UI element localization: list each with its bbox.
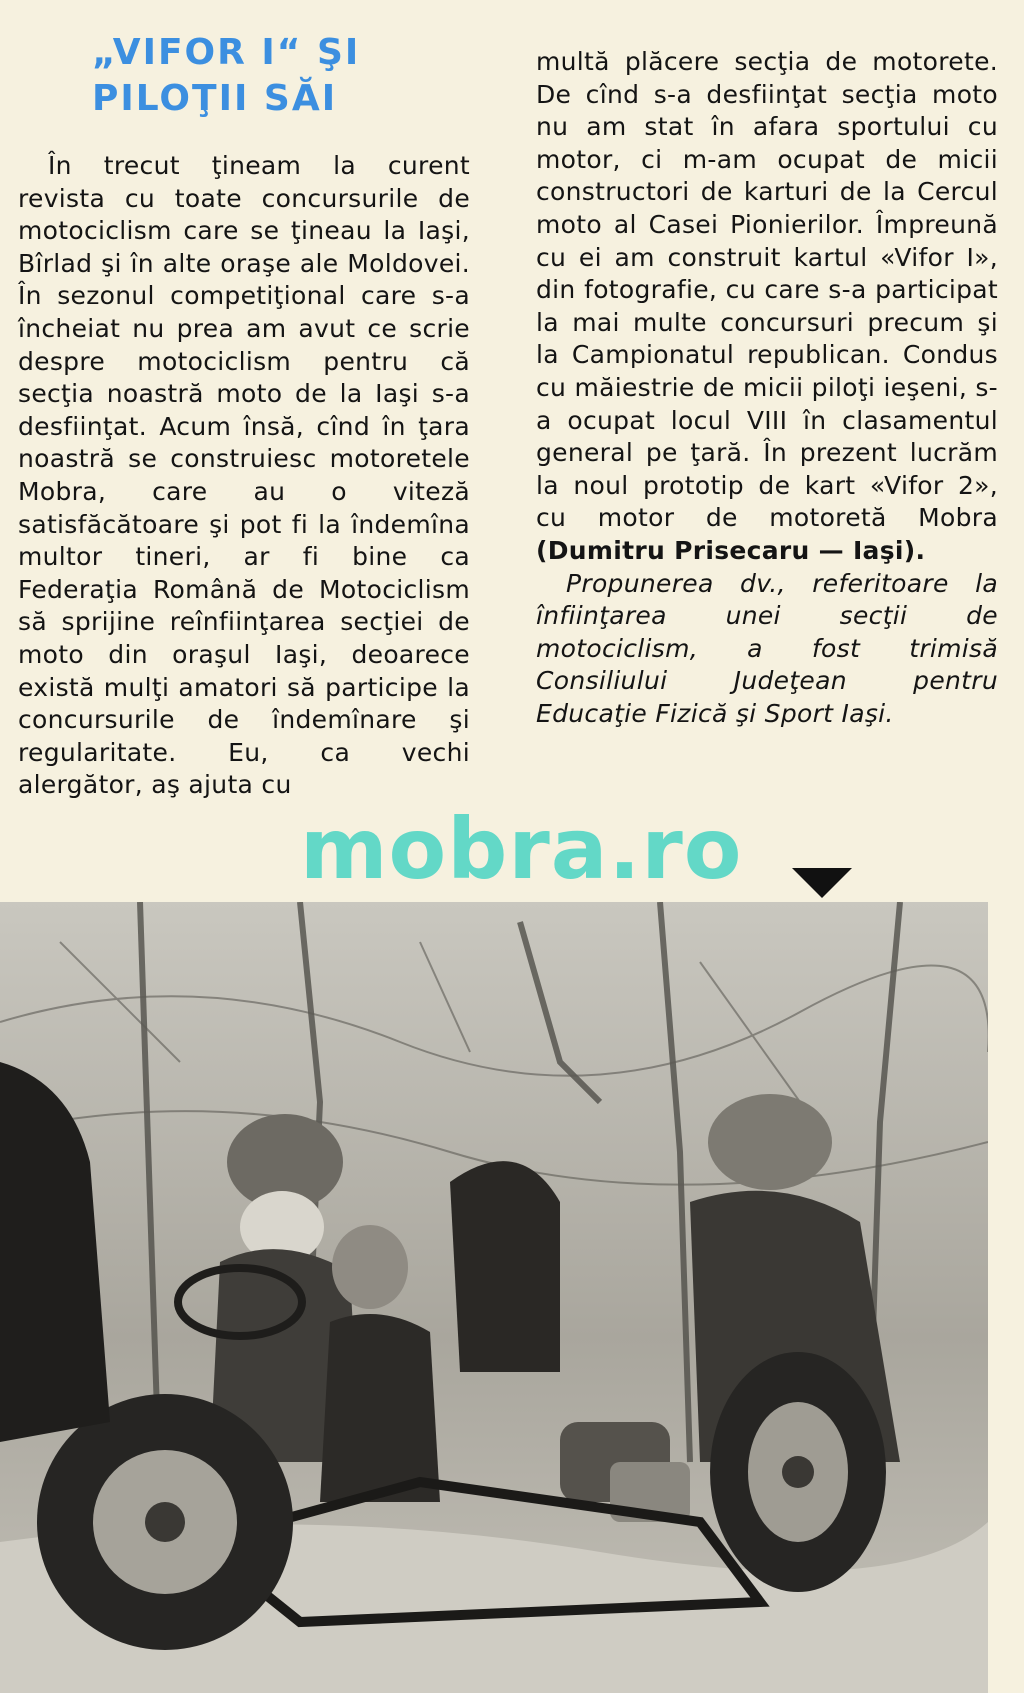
article-title bbox=[92, 30, 432, 122]
kart-photo bbox=[0, 902, 988, 1693]
right-column-paragraph bbox=[536, 46, 998, 568]
watermark: mobra.ro bbox=[300, 800, 743, 898]
author-signature: (Dumitru Prisecaru — Iaşi). bbox=[536, 535, 926, 565]
title-line-2: PILOŢII SĂI bbox=[92, 78, 338, 119]
left-column bbox=[18, 150, 470, 802]
editor-reply: Propunerea dv., referitoare la înfiinţarea unei secţii de motociclism, a fost trimisă Consiliului Judeţean pentru Educaţie Fizică şi Sport Iaşi. bbox=[536, 568, 998, 728]
kart-photo-illustration bbox=[0, 902, 988, 1693]
right-column bbox=[536, 46, 998, 730]
right-column-text: multă plăcere secţia de motorete. De cînd s-a desfiinţat secţia moto nu am stat în afara sportului cu motor, ci m-am ocupat de micii constructori de karturi de la Cercul moto al Casei Pionierilor. Împreună cu ei am construit kartul «Vifor I», din fotografie, cu care s-a participat la mai multe concursuri precum şi la Campionatul republican. Condus cu măiestrie de micii piloţi ieşeni, s-a ocupat locul VIII în clasamentul general pe ţară. În prezent lucrăm la noul prototip de kart «Vifor 2», cu motor de motoretă Mobra bbox=[536, 47, 998, 533]
left-column-text: În trecut ţineam la curent revista cu toate concursurile de motociclism care se ţineau la Iaşi, Bîrlad şi în alte oraşe ale Moldovei. În sezonul competiţional care s-a încheiat nu prea am avut ce scrie despre motociclism pentru că secţia noastră moto de la Iaşi s-a desfiinţat. Acum însă, cînd în ţara noastră se construiesc motoretele Mobra, care au o viteză satisfăcătoare şi pot fi la îndemîna multor tineri, ar fi bine ca Federaţia Română de Motociclism să sprijine reînfiinţarea secţiei de moto din oraşul Iaşi, deoarece există mulţi amatori să participe la concursurile de îndemînare şi regularitate. Eu, ca vechi alergător, aş ajuta cu bbox=[18, 151, 470, 800]
title-line-1: „VIFOR I“ ŞI bbox=[92, 32, 361, 73]
down-arrow-icon bbox=[792, 868, 852, 898]
